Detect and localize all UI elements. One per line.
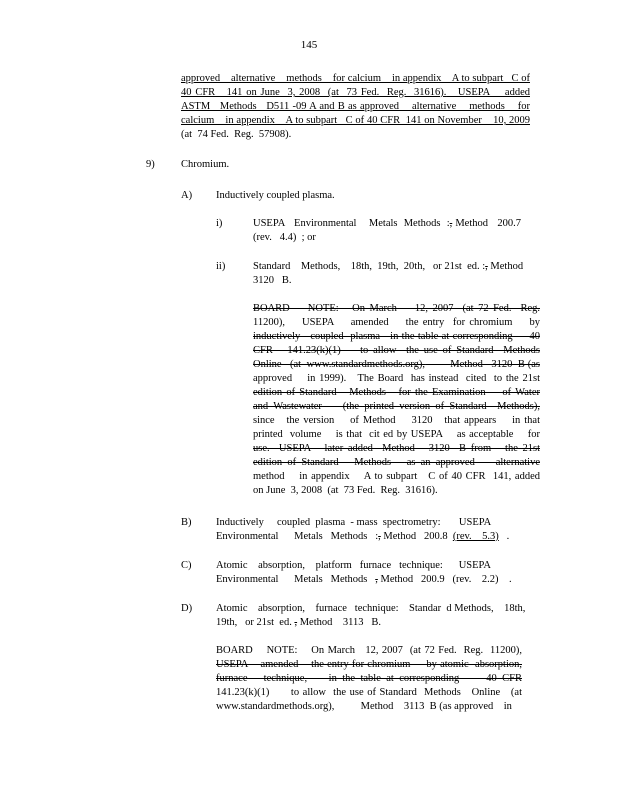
text-line: [216, 700, 522, 714]
text-line: [181, 100, 530, 114]
board-note-2: [216, 644, 522, 714]
text-run: (rev. 4.4) ; or: [253, 232, 316, 243]
text-line: [253, 372, 540, 386]
text-run: Atomic absorption, furnace technique: Standar d Methods, 18th,: [216, 603, 526, 614]
text-run: method in appendix A to subpart C of 40 CFR 141, added: [253, 471, 540, 482]
text-run: Environmental Metals Methods :: [216, 531, 379, 542]
item-c-label: C): [181, 560, 192, 571]
struck-text: ,: [485, 261, 488, 272]
text-line: [181, 72, 530, 86]
text-line: [216, 530, 510, 544]
item-9-text: Chromium.: [181, 159, 230, 170]
board-note-1: [253, 302, 540, 498]
text-run: since the version of Method 3120 that appears in that: [253, 415, 540, 426]
text-line: [216, 644, 522, 658]
text-line: [253, 400, 540, 414]
text-run: Method 200.7: [452, 218, 521, 229]
text-line: [253, 344, 540, 358]
text-line: [253, 358, 540, 372]
underlined-text: approved alternative methods for calcium in appendix A to subpart C of: [181, 73, 530, 84]
text-run: BOARD NOTE: On March 12, 2007 (at 72 Fed. Reg. 11200),: [216, 645, 522, 656]
text-line: [216, 602, 526, 616]
text-run: approved in 1999). The Board has instead cited to the 21st: [253, 373, 540, 384]
struck-text: and Wastewater (the printed version of Standard Methods),: [253, 401, 540, 412]
text-line: [253, 428, 540, 442]
text-run: Environmental Metals Methods: [216, 574, 376, 585]
underlined-text: 40 CFR 141 on June 3, 2008 (at 73 Fed. Reg. 31616).: [181, 87, 447, 98]
text-run: (at 74 Fed. Reg. 57908).: [181, 129, 292, 140]
underlined-text: USEPA added: [446, 87, 530, 98]
item-a-text: Inductively coupled plasma.: [216, 190, 335, 201]
struck-text: edition of Standard Methods as an approved alternative: [253, 457, 540, 468]
item-b-label: B): [181, 517, 192, 528]
text-line: [181, 114, 530, 128]
text-line: [253, 330, 540, 344]
text-line: [181, 86, 530, 100]
struck-text: Online (at www.standardmethods.org),: [253, 359, 426, 370]
text-line: [216, 573, 512, 587]
text-run: .: [498, 531, 510, 542]
text-run: 141.23(k)(1) to allow the use of Standard Methods Online (at: [216, 687, 522, 698]
text-line: [253, 260, 524, 274]
text-line: [216, 686, 522, 700]
struck-text: CFR 141.23(k)(1) to allow the use of Standard Methods: [253, 345, 540, 356]
text-line: [253, 302, 540, 316]
item-d-label: D): [181, 603, 193, 614]
text-run: Standard Methods, 18th, 19th, 20th, or 21st ed. :: [253, 261, 486, 272]
text-run: Atomic absorption, platform furnace technique: USEPA: [216, 560, 491, 571]
text-run: on June 3, 2008 (at 73 Fed. Reg. 31616).: [253, 485, 438, 496]
text-line: [216, 616, 522, 630]
item-a-ii-text: [253, 260, 524, 288]
struck-text: ,: [294, 617, 298, 628]
underlined-text: calcium in appendix A to subpart C of 40 CFR 141 on November 10, 2009: [181, 115, 530, 126]
text-line: [253, 484, 540, 498]
struck-text: ,: [449, 218, 453, 229]
text-line: [253, 442, 540, 456]
page-number: 145: [300, 39, 318, 51]
struck-text: USEPA amended the entry for chromium by atomic absorption,: [216, 659, 522, 670]
intro-paragraph: [181, 72, 530, 142]
item-a-i-label: i): [216, 218, 223, 229]
struck-text: use. USEPA later added Method 3120 B from the 21st: [253, 443, 540, 454]
text-line: [253, 217, 521, 231]
text-run: Inductively coupled plasma - mass spectrometry: USEPA: [216, 517, 492, 528]
struck-text: Method 3120 B (as: [425, 359, 540, 370]
struck-text: inductively coupled plasma in the table at corresponding 40: [253, 331, 540, 342]
item-d-text: [216, 602, 526, 630]
text-run: 19th, or 21st ed.: [216, 617, 295, 628]
text-line: [253, 456, 540, 470]
item-a-ii-label: ii): [216, 261, 226, 272]
text-line: [253, 386, 540, 400]
text-line: [216, 559, 491, 573]
text-run: USEPA Environmental Metals Methods :: [253, 218, 450, 229]
text-run: Method 3113 B (as approved in: [334, 701, 512, 712]
item-a-i-text: [253, 217, 521, 245]
text-line: [253, 316, 540, 330]
struck-text: ,: [378, 531, 381, 542]
struck-text: BOARD NOTE: On March 12, 2007 (at 72 Fed. Reg.: [253, 303, 540, 314]
item-9-label: 9): [146, 159, 155, 170]
text-run: Method: [487, 261, 524, 272]
text-line: [253, 231, 521, 245]
text-line: [181, 128, 530, 142]
item-c-text: [216, 559, 512, 587]
text-line: [216, 672, 522, 686]
text-line: [216, 516, 491, 530]
text-run: printed volume is that cit ed by USEPA as acceptable for: [253, 429, 540, 440]
struck-text: ,: [375, 574, 378, 585]
text-run: Method 200.8: [380, 531, 453, 542]
struck-text: edition of Standard Methods for the Examination of Water: [253, 387, 540, 398]
text-run: Method 200.9 (rev. 2.2) .: [377, 574, 512, 585]
struck-text: furnace technique, in the table at corresponding 40 CFR: [216, 673, 522, 684]
text-line: [253, 414, 540, 428]
text-run: 3120 B.: [253, 275, 292, 286]
item-a-label: A): [181, 190, 193, 201]
text-run: 11200), USEPA amended the entry for chromium by: [253, 317, 540, 328]
text-run: www.standardmethods.org),: [216, 701, 335, 712]
text-line: [216, 658, 522, 672]
underlined-text: ASTM Methods D511 -09 A and B as approved alternative methods for: [181, 101, 530, 112]
text-line: [253, 470, 540, 484]
underlined-text: (rev. 5.3): [452, 531, 499, 542]
item-b-text: [216, 516, 510, 544]
text-line: [253, 274, 521, 288]
text-run: Method 3113 B.: [297, 617, 381, 628]
